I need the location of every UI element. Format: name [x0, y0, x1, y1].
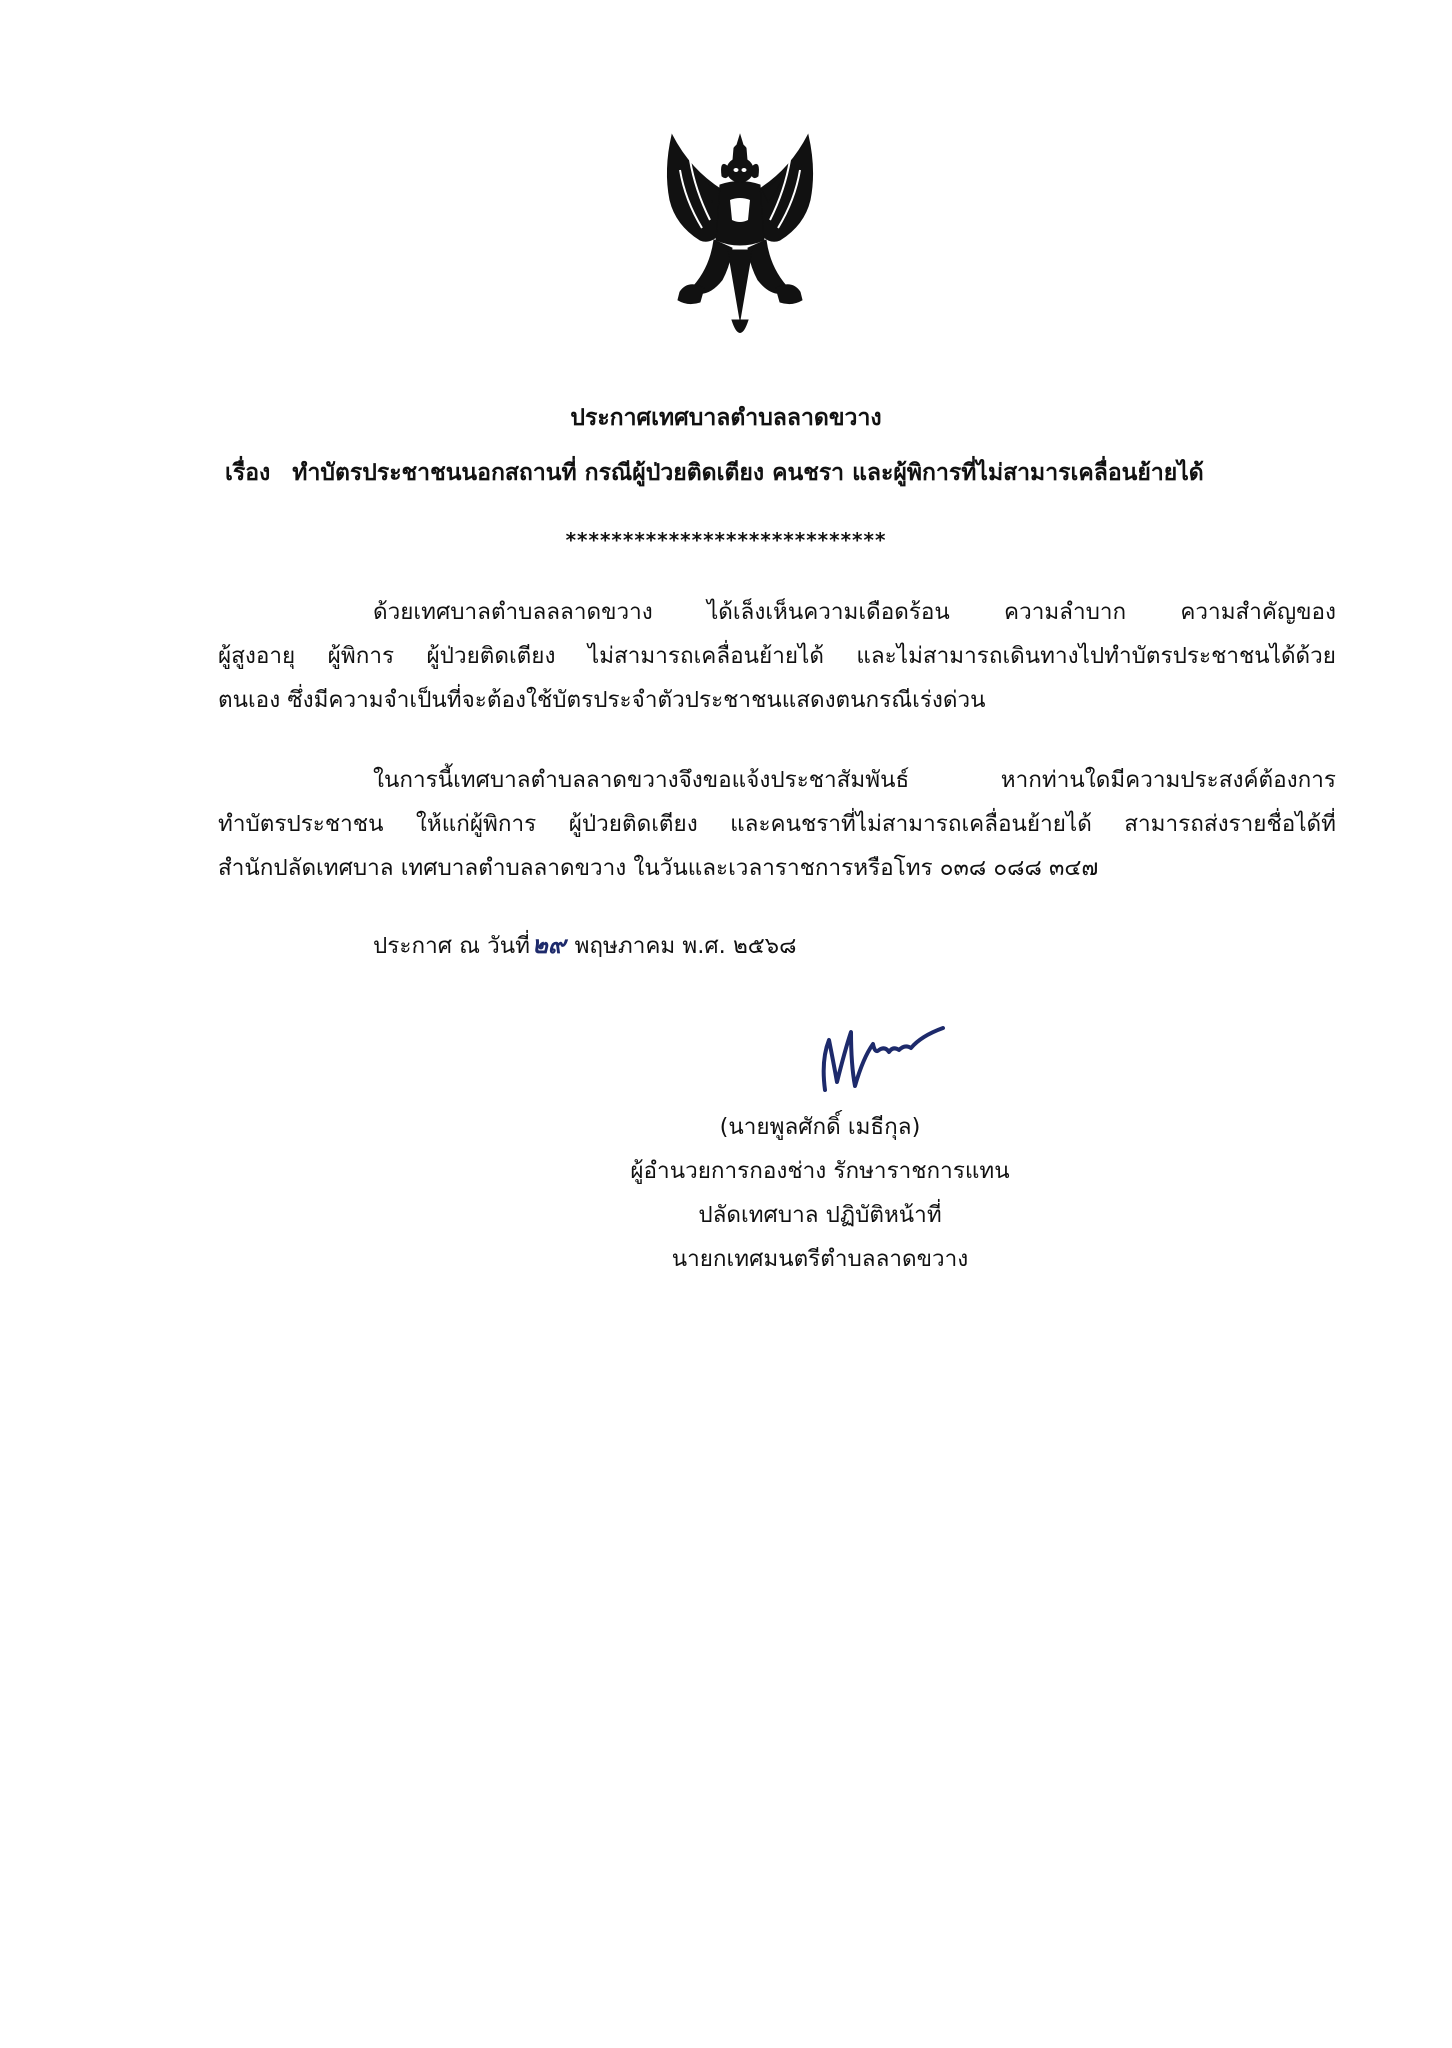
handwritten-day: ๒๙ [532, 930, 566, 959]
signatory-name: (นายพูลศักดิ์ เมธีกุล) [719, 1114, 921, 1140]
announcement-title: ประกาศเทศบาลตำบลลาดขวาง [570, 405, 882, 431]
subject-text: ทำบัตรประชาชนนอกสถานที่ กรณีผู้ป่วยติดเตียง คนชรา และผู้พิการที่ไม่สามารเคลื่อนย้ายได้ [292, 460, 1204, 486]
paragraph-line: ผู้สูงอายุ ผู้พิการ ผู้ป่วยติดเตียง ไม่สามารถเคลื่อนย้ายได้ และไม่สามารถเดินทางไปทำบัตรประชาชนได้ด้วย [218, 643, 1336, 669]
date-suffix: พฤษภาคม พ.ศ. ๒๕๖๘ [574, 933, 797, 959]
paragraph-line: สำนักปลัดเทศบาล เทศบาลตำบลลาดขวาง ในวันและเวลาราชการหรือโทร ๐๓๘ ๐๘๘ ๓๔๗ [218, 855, 1099, 881]
paragraph-2 [218, 758, 1336, 890]
signatory-position: ผู้อำนวยการกองช่าง รักษาราชการแทน [630, 1158, 1010, 1184]
paragraph-line: ในการนี้เทศบาลตำบลลาดขวางจึงขอแจ้งประชาสัมพันธ์ หากท่านใดมีความประสงค์ต้องการ [373, 767, 1336, 793]
subject-line [225, 455, 1204, 491]
paragraph-line: ตนเอง ซึ่งมีความจำเป็นที่จะต้องใช้บัตรประจำตัวประชาชนแสดงตนกรณีเร่งด่วน [218, 687, 986, 713]
garuda-emblem-icon [650, 130, 830, 350]
paragraph-line: ด้วยเทศบาลตำบลลลาดขวาง ได้เล็งเห็นความเดือดร้อน ความลำบาก ความสำคัญของ [373, 599, 1336, 625]
announcement-date [373, 925, 796, 964]
signatory-position: ปลัดเทศบาล ปฏิบัติหน้าที่ [698, 1202, 942, 1228]
paragraph-1 [218, 590, 1336, 722]
subject-label: เรื่อง [225, 460, 271, 486]
date-prefix: ประกาศ ณ วันที่ [373, 933, 531, 959]
handwritten-signature [815, 1020, 950, 1100]
paragraph-line: ทำบัตรประชาชน ให้แก่ผู้พิการ ผู้ป่วยติดเตียง และคนชราที่ไม่สามารถเคลื่อนย้ายได้ สามารถส่งรายชื่อได้ที่ [218, 811, 1336, 837]
separator-line: **************************** [565, 528, 887, 552]
signatory-block [560, 1105, 1080, 1281]
signatory-position: นายกเทศมนตรีตำบลลาดขวาง [671, 1246, 969, 1272]
